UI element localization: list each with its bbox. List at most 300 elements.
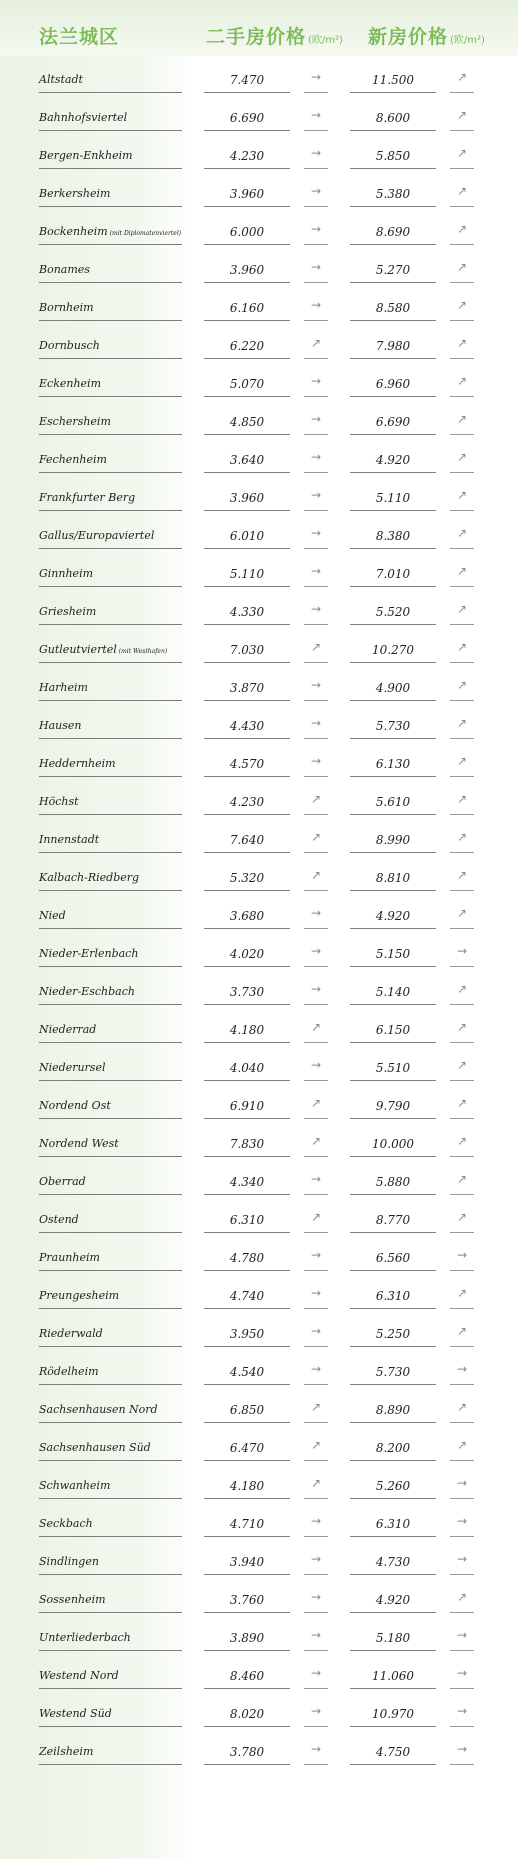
new-price-value: 6.310 [375,1517,411,1531]
resale-price-underline [204,168,290,169]
header-district-label: 法兰城区 [39,26,120,48]
new-price-underline [350,1574,436,1575]
resale-trend-underline [304,814,328,815]
resale-price-underline [204,662,290,663]
table-row [0,556,518,594]
resale-trend-right-arrow-icon: → [310,1362,322,1376]
district-underline [39,700,182,701]
resale-price-underline [204,130,290,131]
new-trend-underline [450,738,474,739]
district-name [39,719,81,732]
resale-price-value: 7.830 [229,1137,265,1151]
new-trend-underline [450,1726,474,1727]
new-trend-underline [450,472,474,473]
new-price-value: 5.610 [375,795,411,809]
new-price-value: 7.980 [375,339,411,353]
new-trend-up-right-arrow-icon: ↗ [456,222,468,236]
resale-price-value: 6.690 [229,111,265,125]
district-underline [39,1004,182,1005]
district-label: Riederwald [39,1327,103,1340]
resale-trend-up-right-arrow-icon: ↗ [310,1210,322,1224]
resale-trend-underline [304,1270,328,1271]
district-name [39,1175,86,1188]
new-price-underline [350,1118,436,1119]
resale-trend-right-arrow-icon: → [310,1742,322,1756]
resale-trend-underline [304,890,328,891]
district-name [39,1593,106,1606]
district-underline [39,92,182,93]
resale-price-value: 3.940 [229,1555,265,1569]
resale-trend-underline [304,1308,328,1309]
new-trend-underline [450,1308,474,1309]
resale-trend-right-arrow-icon: → [310,108,322,122]
new-price-underline [350,1156,436,1157]
new-price-underline [350,1422,436,1423]
new-price-value: 5.850 [375,149,411,163]
resale-price-value: 6.220 [229,339,265,353]
resale-price-value: 3.640 [229,453,265,467]
resale-price-underline [204,1536,290,1537]
resale-trend-up-right-arrow-icon: ↗ [310,1438,322,1452]
district-label: Hausen [39,719,82,732]
new-price-underline [350,548,436,549]
resale-price-underline [204,472,290,473]
resale-price-value: 4.850 [229,415,265,429]
new-price-value: 8.890 [375,1403,411,1417]
resale-trend-underline [304,1764,328,1765]
district-underline [39,1042,182,1043]
district-underline [39,1384,182,1385]
new-price-value: 8.380 [375,529,411,543]
district-underline [39,206,182,207]
resale-trend-right-arrow-icon: → [310,1628,322,1642]
new-price-underline [350,472,436,473]
district-name [39,1479,110,1492]
new-trend-up-right-arrow-icon: ↗ [456,792,468,806]
new-price-value: 5.270 [375,263,411,277]
district-label: Zeilsheim [39,1745,94,1758]
resale-trend-underline [304,700,328,701]
resale-price-underline [204,358,290,359]
new-trend-up-right-arrow-icon: ↗ [456,1590,468,1604]
resale-trend-right-arrow-icon: → [310,1248,322,1262]
district-underline [39,1764,182,1765]
new-trend-underline [450,434,474,435]
table-row [0,974,518,1012]
table-row [0,632,518,670]
resale-trend-right-arrow-icon: → [310,754,322,768]
district-underline [39,1422,182,1423]
resale-price-value: 3.890 [229,1631,265,1645]
resale-trend-right-arrow-icon: → [310,1552,322,1566]
table-row [0,290,518,328]
resale-trend-up-right-arrow-icon: ↗ [310,1134,322,1148]
table-row [0,1164,518,1202]
resale-trend-right-arrow-icon: → [310,222,322,236]
new-price-value: 4.920 [375,453,411,467]
resale-trend-right-arrow-icon: → [310,298,322,312]
resale-trend-right-arrow-icon: → [310,602,322,616]
new-trend-up-right-arrow-icon: ↗ [456,1172,468,1186]
district-underline [39,548,182,549]
resale-trend-right-arrow-icon: → [310,450,322,464]
district-name [39,415,111,428]
new-trend-underline [450,1574,474,1575]
district-underline [39,738,182,739]
resale-trend-right-arrow-icon: → [310,564,322,578]
district-underline [39,320,182,321]
new-price-value: 8.600 [375,111,411,125]
new-price-underline [350,1308,436,1309]
district-name [39,795,79,808]
resale-price-underline [204,586,290,587]
resale-price-value: 3.960 [229,263,265,277]
district-underline [39,1156,182,1157]
new-price-value: 6.310 [375,1289,411,1303]
resale-price-underline [204,1574,290,1575]
resale-price-underline [204,738,290,739]
resale-trend-up-right-arrow-icon: ↗ [310,1476,322,1490]
district-name [39,567,93,580]
new-price-underline [350,776,436,777]
table-row [0,1088,518,1126]
new-trend-underline [450,358,474,359]
new-price-underline [350,282,436,283]
resale-price-underline [204,776,290,777]
district-label: Niederursel [39,1061,106,1074]
new-trend-underline [450,1004,474,1005]
new-price-underline [350,966,436,967]
district-name [39,1669,119,1682]
header-resale-label: 二手房价格 [206,26,307,48]
district-name [39,1137,119,1150]
resale-trend-right-arrow-icon: → [310,678,322,692]
district-label: Praunheim [39,1251,100,1264]
resale-price-value: 8.020 [229,1707,265,1721]
new-trend-underline [450,168,474,169]
new-trend-underline [450,1232,474,1233]
new-price-underline [350,1042,436,1043]
resale-trend-right-arrow-icon: → [310,982,322,996]
resale-trend-underline [304,244,328,245]
district-underline [39,890,182,891]
new-trend-up-right-arrow-icon: ↗ [456,336,468,350]
district-name [39,909,66,922]
new-price-underline [350,1080,436,1081]
district-name [39,491,135,504]
district-label: Seckbach [39,1517,93,1530]
new-trend-underline [450,624,474,625]
resale-price-value: 5.070 [229,377,265,391]
resale-trend-underline [304,434,328,435]
new-price-value: 5.140 [375,985,411,999]
new-price-underline [350,168,436,169]
table-row [0,138,518,176]
new-price-underline [350,624,436,625]
new-price-underline [350,434,436,435]
resale-trend-right-arrow-icon: → [310,412,322,426]
new-price-value: 8.580 [375,301,411,315]
new-trend-up-right-arrow-icon: ↗ [456,298,468,312]
district-name [39,1517,93,1530]
district-underline [39,1194,182,1195]
resale-trend-right-arrow-icon: → [310,1324,322,1338]
new-trend-up-right-arrow-icon: ↗ [456,1438,468,1452]
new-price-underline [350,1384,436,1385]
district-underline [39,852,182,853]
district-label: Höchst [39,795,79,808]
new-trend-up-right-arrow-icon: ↗ [456,602,468,616]
table-header [0,0,518,56]
new-trend-right-arrow-icon: → [456,1514,468,1528]
district-underline [39,244,182,245]
table-row [0,1050,518,1088]
header-new-label: 新房价格 [368,26,449,48]
district-label: Eckenheim [39,377,101,390]
resale-price-value: 6.910 [229,1099,265,1113]
new-price-underline [350,320,436,321]
new-price-value: 5.730 [375,1365,411,1379]
table-row [0,594,518,632]
resale-trend-underline [304,92,328,93]
district-underline [39,472,182,473]
new-trend-up-right-arrow-icon: ↗ [456,260,468,274]
resale-trend-underline [304,662,328,663]
new-trend-underline [450,92,474,93]
table-row [0,784,518,822]
district-label: Altstadt [39,73,83,86]
new-trend-right-arrow-icon: → [456,944,468,958]
district-underline [39,1270,182,1271]
resale-trend-right-arrow-icon: → [310,374,322,388]
district-underline [39,928,182,929]
district-name [39,301,94,314]
district-underline [39,1612,182,1613]
new-trend-up-right-arrow-icon: ↗ [456,146,468,160]
resale-trend-underline [304,1118,328,1119]
resale-price-value: 4.570 [229,757,265,771]
new-price-value: 7.010 [375,567,411,581]
resale-price-underline [204,510,290,511]
resale-trend-underline [304,1612,328,1613]
district-label: Sossenheim [39,1593,106,1606]
resale-price-underline [204,1346,290,1347]
district-underline [39,814,182,815]
table-row [0,1734,518,1772]
table-row [0,1012,518,1050]
resale-trend-underline [304,1384,328,1385]
new-price-underline [350,1346,436,1347]
new-trend-underline [450,1346,474,1347]
new-trend-up-right-arrow-icon: ↗ [456,488,468,502]
table-row [0,252,518,290]
resale-price-underline [204,1270,290,1271]
resale-price-value: 3.780 [229,1745,265,1759]
new-price-value: 8.990 [375,833,411,847]
resale-trend-up-right-arrow-icon: ↗ [310,640,322,654]
resale-price-underline [204,282,290,283]
table-row [0,1468,518,1506]
district-underline [39,624,182,625]
new-price-underline [350,928,436,929]
resale-trend-underline [304,472,328,473]
resale-trend-underline [304,966,328,967]
table-row [0,518,518,556]
new-trend-up-right-arrow-icon: ↗ [456,108,468,122]
district-name [39,681,88,694]
table-row [0,366,518,404]
new-trend-underline [450,1042,474,1043]
resale-trend-right-arrow-icon: → [310,1590,322,1604]
new-trend-underline [450,700,474,701]
resale-price-value: 4.180 [229,1023,265,1037]
new-trend-underline [450,1080,474,1081]
new-price-value: 5.250 [375,1327,411,1341]
district-label: Westend Süd [39,1707,112,1720]
district-name [39,377,101,390]
new-price-underline [350,1726,436,1727]
new-price-underline [350,1232,436,1233]
new-price-underline [350,1536,436,1537]
resale-trend-underline [304,130,328,131]
resale-trend-underline [304,1498,328,1499]
district-name [39,1327,103,1340]
new-trend-up-right-arrow-icon: ↗ [456,830,468,844]
new-trend-up-right-arrow-icon: ↗ [456,754,468,768]
district-underline [39,1118,182,1119]
new-trend-up-right-arrow-icon: ↗ [456,184,468,198]
new-price-value: 5.510 [375,1061,411,1075]
header-new-unit: (欧/m²) [450,35,485,46]
new-price-underline [350,738,436,739]
new-trend-underline [450,1384,474,1385]
resale-price-underline [204,1194,290,1195]
resale-price-underline [204,1650,290,1651]
resale-price-underline [204,396,290,397]
resale-trend-underline [304,624,328,625]
resale-trend-up-right-arrow-icon: ↗ [310,1020,322,1034]
district-name [39,111,127,124]
resale-price-value: 3.960 [229,187,265,201]
district-label: Niederrad [39,1023,97,1036]
district-label: Gutleutviertel [39,643,117,656]
resale-trend-underline [304,358,328,359]
resale-price-underline [204,1156,290,1157]
header-resale-price [206,22,343,49]
table-row [0,480,518,518]
resale-price-value: 4.180 [229,1479,265,1493]
district-underline [39,1574,182,1575]
district-label: Heddernheim [39,757,116,770]
resale-price-underline [204,1498,290,1499]
table-row [0,1658,518,1696]
district-name [39,263,90,276]
resale-trend-up-right-arrow-icon: ↗ [310,830,322,844]
resale-price-value: 4.230 [229,149,265,163]
table-row [0,404,518,442]
resale-price-underline [204,814,290,815]
table-row [0,1126,518,1164]
district-label: Sachsenhausen Süd [39,1441,151,1454]
new-price-value: 4.920 [375,1593,411,1607]
resale-trend-right-arrow-icon: → [310,944,322,958]
resale-price-value: 5.320 [229,871,265,885]
district-underline [39,1346,182,1347]
district-label: Fechenheim [39,453,107,466]
resale-price-value: 6.000 [229,225,265,239]
district-label: Nordend West [39,1137,119,1150]
resale-price-underline [204,852,290,853]
district-label: Griesheim [39,605,97,618]
district-underline [39,510,182,511]
district-label: Kalbach-Riedberg [39,871,140,884]
new-price-underline [350,206,436,207]
resale-trend-underline [304,928,328,929]
table-row [0,1582,518,1620]
district-label: Bahnhofsviertel [39,111,128,124]
district-label: Nied [39,909,66,922]
new-trend-up-right-arrow-icon: ↗ [456,1210,468,1224]
district-underline [39,776,182,777]
district-name [39,1707,112,1720]
new-price-underline [350,1688,436,1689]
new-price-value: 6.690 [375,415,411,429]
resale-trend-right-arrow-icon: → [310,716,322,730]
table-row [0,1316,518,1354]
district-label: Innenstadt [39,833,100,846]
district-name [39,605,96,618]
new-trend-up-right-arrow-icon: ↗ [456,412,468,426]
district-underline [39,1080,182,1081]
new-trend-underline [450,396,474,397]
new-price-underline [350,814,436,815]
resale-price-underline [204,1764,290,1765]
new-price-underline [350,1498,436,1499]
district-label: Preungesheim [39,1289,120,1302]
district-name [39,1631,131,1644]
district-name [39,985,135,998]
new-trend-up-right-arrow-icon: ↗ [456,1286,468,1300]
resale-trend-right-arrow-icon: → [310,1058,322,1072]
district-name [39,757,116,770]
resale-price-underline [204,434,290,435]
district-name [39,871,139,884]
new-trend-underline [450,548,474,549]
resale-price-underline [204,92,290,93]
resale-price-value: 3.960 [229,491,265,505]
header-resale-unit: (欧/m²) [308,35,343,46]
resale-trend-underline [304,206,328,207]
district-name [39,339,100,352]
resale-trend-underline [304,776,328,777]
new-price-value: 9.790 [375,1099,411,1113]
new-trend-up-right-arrow-icon: ↗ [456,868,468,882]
new-trend-underline [450,1422,474,1423]
district-label: Westend Nord [39,1669,119,1682]
new-trend-underline [450,1118,474,1119]
new-trend-underline [450,1536,474,1537]
new-trend-up-right-arrow-icon: ↗ [456,564,468,578]
resale-price-value: 4.710 [229,1517,265,1531]
district-name [39,643,167,656]
new-trend-up-right-arrow-icon: ↗ [456,1134,468,1148]
new-trend-up-right-arrow-icon: ↗ [456,1020,468,1034]
resale-trend-underline [304,548,328,549]
resale-price-value: 7.030 [229,643,265,657]
district-name [39,529,154,542]
resale-price-underline [204,624,290,625]
district-name [39,1441,151,1454]
